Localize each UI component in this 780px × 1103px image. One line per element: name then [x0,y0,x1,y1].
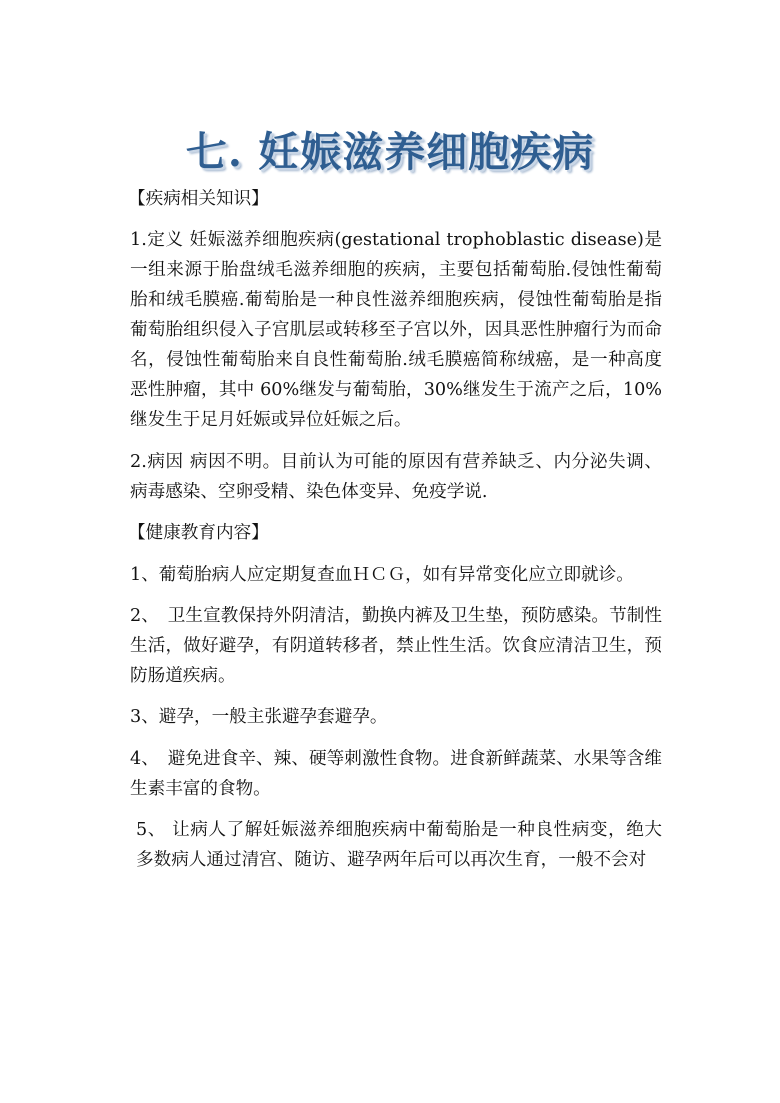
page-title: 七. 妊娠滋养细胞疾病 [185,128,595,176]
education-item-1: 1、葡萄胎病人应定期复查血ＨＣＧ，如有异常变化应立即就诊。 [130,564,634,585]
education-item-3: 3、避孕，一般主张避孕套避孕。 [130,707,388,728]
cause-paragraph: 2.病因 病因不明。目前认为可能的原因有营养缺乏、内分泌失调、病毒感染、空卵受精、染色体变异、免疫学说. [130,451,662,502]
section-heading-health-education: 【健康教育内容】 [128,523,269,544]
document-body [130,184,662,887]
education-item-4: 4、 避免进食辛、辣、硬等刺激性食物。进食新鲜蔬菜、水果等含维生素丰富的食物。 [130,748,662,799]
section-heading-disease-knowledge: 【疾病相关知识】 [128,189,269,209]
education-item-5: 5、 让病人了解妊娠滋养细胞疾病中葡萄胎是一种良性病变，绝大多数病人通过清宫、随访、避孕两年后可以再次生育，一般不会对 [136,820,662,871]
definition-paragraph: 1.定义 妊娠滋养细胞疾病(gestational trophoblastic disease)是一组来源于胎盘绒毛滋养细胞的疾病，主要包括葡萄胎.侵蚀性葡萄胎和绒毛膜癌.葡萄胎是一种良性滋养细胞疾病，侵蚀性葡萄胎是指葡萄胎组织侵入子宫肌层或转移至子宫以外，因具恶性肿瘤行为而命名，侵蚀性葡萄胎来自良性葡萄胎.绒毛膜癌简称绒癌，是一种高度恶性肿瘤，其中 60%继发与葡萄胎，30%继发生于流产之后，10%继发生于足月妊娠或异位妊娠之后。 [130,230,662,431]
education-item-2: 2、 卫生宣教保持外阴清洁，勤换内裤及卫生垫，预防感染。节制性生活，做好避孕，有阴道转移者，禁止性生活。饮食应清洁卫生，预防肠道疾病。 [130,605,662,686]
